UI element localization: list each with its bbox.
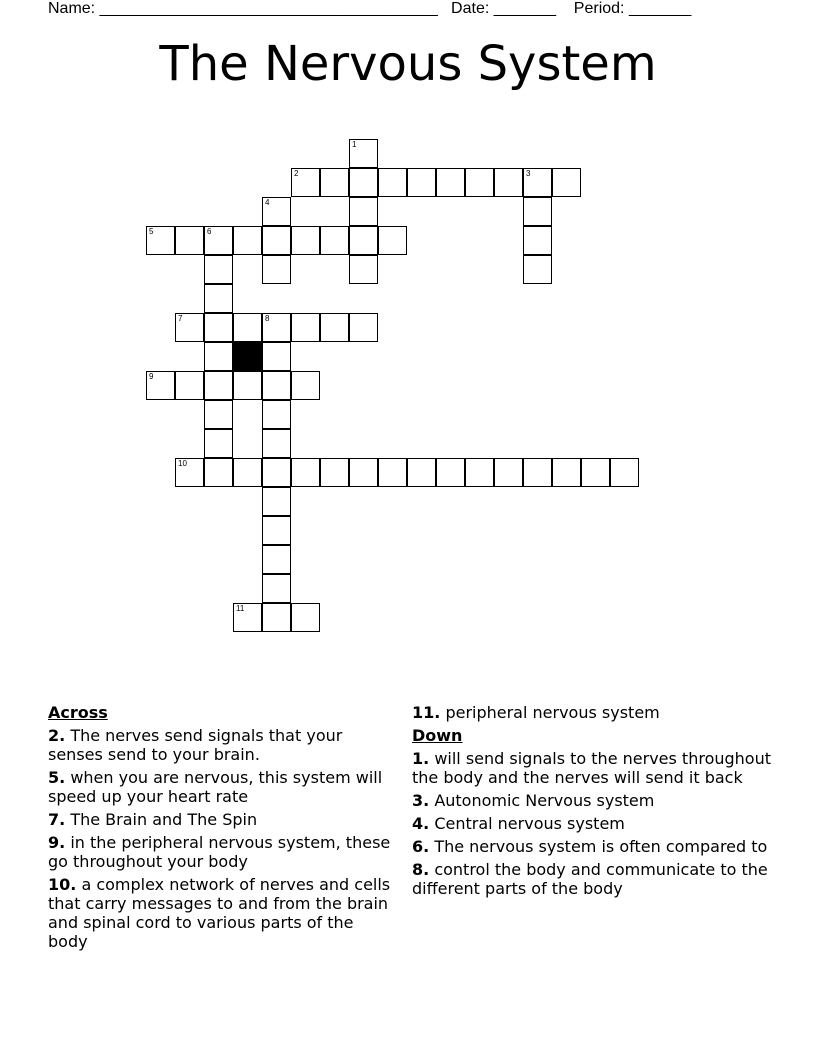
crossword-cell[interactable] (291, 603, 320, 632)
across-clue-5 (48, 768, 398, 806)
crossword-cell[interactable] (262, 545, 291, 574)
crossword-cell[interactable] (204, 342, 233, 371)
clue-number-label: 2 (294, 169, 299, 178)
down-heading: Down (412, 726, 463, 745)
crossword-cell[interactable] (204, 400, 233, 429)
crossword-cell[interactable] (291, 226, 320, 255)
crossword-cell[interactable] (349, 168, 378, 197)
clue-text: The nervous system is often compared to (434, 837, 768, 856)
crossword-cell[interactable] (262, 487, 291, 516)
crossword-cell[interactable] (204, 371, 233, 400)
crossword-cell[interactable] (552, 168, 581, 197)
crossword-cell[interactable] (465, 458, 494, 487)
clues-right-column (412, 703, 772, 902)
crossword-cell[interactable] (262, 400, 291, 429)
clue-number: 4. (412, 814, 430, 833)
crossword-cell[interactable] (349, 313, 378, 342)
down-clue-4 (412, 814, 772, 833)
clue-number-label: 9 (149, 372, 154, 381)
clue-number: 5. (48, 768, 66, 787)
clue-text: in the peripheral nervous system, these go throughout your body (48, 833, 391, 871)
crossword-cell[interactable] (146, 371, 175, 400)
clue-number: 10. (48, 875, 77, 894)
crossword-cell[interactable] (465, 168, 494, 197)
crossword-cell[interactable] (262, 342, 291, 371)
crossword-cell[interactable] (233, 371, 262, 400)
clue-number-label: 4 (265, 198, 270, 207)
clue-number-label: 5 (149, 227, 154, 236)
clue-text: a complex network of nerves and cells that carry messages to and from the brain and spinal cord to various parts of the body (48, 875, 391, 951)
crossword-cell[interactable] (523, 226, 552, 255)
down-clue-3 (412, 791, 772, 810)
crossword-cell[interactable] (378, 168, 407, 197)
crossword-cell[interactable] (262, 429, 291, 458)
clue-number-label: 11 (236, 604, 245, 613)
clue-text: will send signals to the nerves throughout the body and the nerves will send it back (412, 749, 771, 787)
clue-text: Autonomic Nervous system (434, 791, 655, 810)
crossword-cell[interactable] (262, 255, 291, 284)
crossword-cell[interactable] (204, 226, 233, 255)
crossword-cell[interactable] (262, 574, 291, 603)
crossword-cell[interactable] (262, 603, 291, 632)
crossword-cell[interactable] (320, 458, 349, 487)
across-clue-11 (412, 703, 772, 722)
across-heading: Across (48, 703, 108, 722)
crossword-cell[interactable] (436, 458, 465, 487)
crossword-cell[interactable] (378, 458, 407, 487)
crossword-cell[interactable] (291, 458, 320, 487)
clue-text: The nerves send signals that your senses send to your brain. (48, 726, 343, 764)
clue-number: 8. (412, 860, 430, 879)
across-clue-10 (48, 875, 398, 951)
crossword-cell[interactable] (320, 226, 349, 255)
across-clue-7 (48, 810, 398, 829)
clue-text: Central nervous system (434, 814, 625, 833)
crossword-cell[interactable] (262, 313, 291, 342)
crossword-cell[interactable] (552, 458, 581, 487)
down-clue-1 (412, 749, 772, 787)
crossword-cell[interactable] (262, 516, 291, 545)
crossword-cell[interactable] (291, 371, 320, 400)
crossword-cell[interactable] (204, 429, 233, 458)
crossword-cell[interactable] (262, 458, 291, 487)
crossword-cell[interactable] (262, 197, 291, 226)
crossword-cell[interactable] (204, 313, 233, 342)
clue-number-label: 1 (352, 140, 357, 149)
crossword-cell[interactable] (523, 197, 552, 226)
crossword-cell[interactable] (581, 458, 610, 487)
across-clue-9 (48, 833, 398, 871)
crossword-cell[interactable] (349, 458, 378, 487)
clue-number: 1. (412, 749, 430, 768)
crossword-cell[interactable] (349, 255, 378, 284)
across-clue-2 (48, 726, 398, 764)
clue-number: 7. (48, 810, 66, 829)
crossword-cell[interactable] (494, 458, 523, 487)
clue-number-label: 3 (526, 169, 531, 178)
crossword-cell[interactable] (349, 197, 378, 226)
crossword-cell[interactable] (204, 458, 233, 487)
clue-number: 2. (48, 726, 66, 745)
crossword-cell[interactable] (610, 458, 639, 487)
crossword-cell[interactable] (320, 313, 349, 342)
down-clue-6 (412, 837, 772, 856)
clue-number-label: 10 (178, 459, 187, 468)
clue-number: 6. (412, 837, 430, 856)
clue-text: The Brain and The Spin (70, 810, 258, 829)
crossword-cell[interactable] (407, 458, 436, 487)
clues-left-column (48, 703, 398, 955)
clue-text: when you are nervous, this system will speed up your heart rate (48, 768, 383, 806)
clue-number-label: 8 (265, 314, 270, 323)
crossword-cell[interactable] (204, 255, 233, 284)
crossword-cell[interactable] (349, 226, 378, 255)
clue-number-label: 7 (178, 314, 183, 323)
crossword-cell[interactable] (523, 255, 552, 284)
crossword-cell[interactable] (233, 226, 262, 255)
student-info-line: Name: ______________________________________ Date: _______ Period: _______ (48, 0, 692, 17)
crossword-cell[interactable] (291, 313, 320, 342)
clue-number-label: 6 (207, 227, 212, 236)
clue-number: 9. (48, 833, 66, 852)
crossword-cell[interactable] (349, 139, 378, 168)
crossword-cell[interactable] (233, 603, 262, 632)
crossword-cell[interactable] (204, 284, 233, 313)
crossword-cell[interactable] (175, 313, 204, 342)
page-title: The Nervous System (159, 36, 657, 92)
crossword-cell[interactable] (262, 371, 291, 400)
clue-number: 11. (412, 703, 441, 722)
crossword-cell[interactable] (233, 458, 262, 487)
clue-number: 3. (412, 791, 430, 810)
crossword-cell[interactable] (523, 168, 552, 197)
clue-text: control the body and communicate to the different parts of the body (412, 860, 768, 898)
crossword-cell[interactable] (494, 168, 523, 197)
crossword-cell[interactable] (291, 168, 320, 197)
blocked-cell (233, 342, 262, 371)
crossword-cell[interactable] (175, 458, 204, 487)
crossword-cell[interactable] (407, 168, 436, 197)
clue-text: peripheral nervous system (445, 703, 660, 722)
crossword-cell[interactable] (320, 168, 349, 197)
crossword-cell[interactable] (175, 226, 204, 255)
down-clue-8 (412, 860, 772, 898)
crossword-cell[interactable] (175, 371, 204, 400)
crossword-cell[interactable] (378, 226, 407, 255)
crossword-cell[interactable] (523, 458, 552, 487)
crossword-cell[interactable] (436, 168, 465, 197)
crossword-cell[interactable] (233, 313, 262, 342)
crossword-cell[interactable] (262, 226, 291, 255)
crossword-cell[interactable] (146, 226, 175, 255)
